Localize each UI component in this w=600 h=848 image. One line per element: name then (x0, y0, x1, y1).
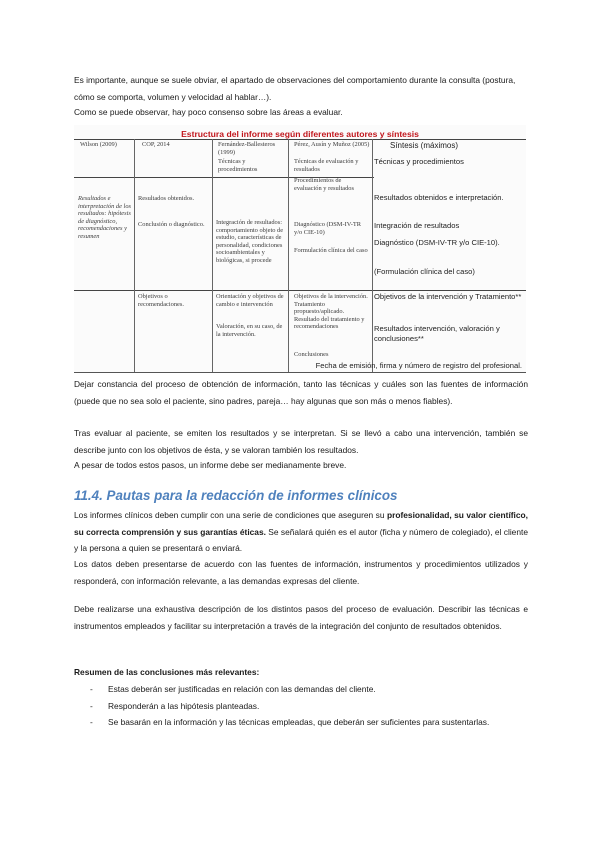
synthesis-techniques: Técnicas y procedimientos (374, 157, 464, 166)
synthesis-results: Resultados obtenidos e interpretación. (374, 193, 504, 202)
synthesis-conclusions: Resultados intervención, valoración y conclusiones** (374, 324, 500, 343)
cell-pam-objectives: Objetivos de la intervención. Tratamiento propuesto/aplicado. Resultado del tratamiento y recomendaciones (294, 293, 368, 331)
cell-fb-integration: Integración de resultados: comportamiento objeto de estudio, características de personalidad, condiciones socioambientales y biológicas, si procede (216, 219, 284, 264)
list-item (74, 681, 528, 698)
list-item-text: Se basarán en la información y las técnicas empleadas, que deberán ser suficientes para sustentarlas. (108, 717, 490, 727)
list-item-text: Responderán a las hipótesis planteadas. (108, 700, 260, 711)
list-dash: - (90, 684, 93, 694)
synthesis-diagnosis: Diagnóstico (DSM-IV-TR y/o CIE-10). (374, 238, 500, 247)
cell-pam-procedures: Procedimientos de evaluación y resultados (294, 177, 354, 192)
paragraph-conditions (74, 507, 528, 557)
section-heading: 11.4. Pautas para la redacción de informes clínicos (74, 488, 398, 503)
cell-pam-techniques: Técnicas de evaluación y resultados (294, 158, 359, 173)
conditions-text-start: Los informes clínicos deben cumplir con una serie de condiciones que aseguren su (74, 510, 387, 520)
header-fernandez: Fernández-Ballesteros (1999) (218, 141, 276, 156)
cell-wilson-results: Resultados e interpretación de los resultados: hipótesis de diagnóstico, recomendaciones y resumen (78, 195, 132, 240)
header-wilson: Wilson (2009) (80, 141, 117, 148)
paragraph-brief: A pesar de todos estos pasos, un informe debe ser medianamente breve. (74, 460, 347, 470)
cell-pam-diagnosis: Diagnóstico (DSM-IV-TR y/o CIE-10) (294, 221, 362, 236)
header-cop: COP, 2014 (142, 141, 170, 148)
cell-fb-valuation: Valoración, en su caso, de la intervención. (216, 323, 283, 338)
conditions-bold: profesionalidad, su valor científico, su correcta comprensión y sus garantías éticas. (74, 510, 528, 537)
paragraph-information-sources: Dejar constancia del proceso de obtención de información, tanto las técnicas y cuáles son las fuentes de información (puede que no sea solo el paciente, sino padres, pareja… hay algunas que son más o menos fiables). (74, 379, 528, 406)
paragraph-data: Los datos deben presentarse de acuerdo con las fuentes de información, instrumentos y procedimientos utilizados y responderá, con información relevante, a las demandas expresas del cliente. (74, 559, 528, 586)
list-dash: - (90, 700, 93, 711)
summary-title: Resumen de las conclusiones más relevantes: (74, 667, 260, 677)
cell-fb-techniques: Técnicas y procedimientos (218, 158, 258, 173)
cell-cop-objectives: Objetivos o recomendaciones. (138, 293, 184, 308)
cell-pam-formulation: Formulación clínica del caso (294, 247, 368, 254)
cell-fb-orientation: Orientación y objetivos de cambio e intervención (216, 293, 284, 308)
cell-cop-conclusion: Conclusión o diagnóstico. (138, 221, 205, 228)
intro-paragraph-observations: Es importante, aunque se suele obviar, el apartado de observaciones del comportamiento durante la consulta (postura, cómo se comporta, volumen y velocidad al hablar…). (74, 75, 516, 102)
list-item (74, 698, 528, 715)
list-item (74, 714, 528, 731)
synthesis-objectives: Objetivos de la intervención y Tratamiento** (374, 292, 522, 301)
list-dash: - (90, 717, 93, 727)
header-synthesis: Síntesis (máximos) (390, 141, 459, 150)
table-footer: Fecha de emisión, firma y número de registro del profesional. (315, 361, 522, 370)
synthesis-formulation: (Formulación clínica del caso) (374, 267, 475, 276)
header-perez: Pérez, Ausín y Muñoz (2005) (294, 141, 370, 148)
list-item-text: Estas deberán ser justificadas en relación con las demandas del cliente. (108, 684, 376, 694)
cell-pam-conclusions: Conclusiones (294, 351, 329, 358)
synthesis-integration: Integración de resultados (374, 221, 460, 230)
paragraph-results: Tras evaluar al paciente, se emiten los resultados y se interpretan. Si se llevó a cabo una intervención, también se describe junto con los objetivos de ésta, y se valoran también los resultados. (74, 428, 528, 455)
table-title: Estructura del informe según diferentes autores y síntesis (181, 129, 419, 139)
summary-list (74, 681, 528, 731)
intro-paragraph-consensus: Como se puede observar, hay poco consenso sobre las áreas a evaluar. (74, 107, 343, 117)
paragraph-description: Debe realizarse una exhaustiva descripción de los distintos pasos del proceso de evaluación. Describir las técnicas e instrumentos empleados y facilitar su interpretación a través de la integración del conjunto de resultados obtenidos. (74, 604, 528, 631)
report-structure-table (74, 125, 526, 373)
cell-cop-results: Resultados obtenidos. (138, 195, 195, 202)
conditions-text-end: Se señalará quién es el autor (ficha y número de colegiado), el cliente y la persona a quien se presentará o enviará. (74, 526, 528, 553)
